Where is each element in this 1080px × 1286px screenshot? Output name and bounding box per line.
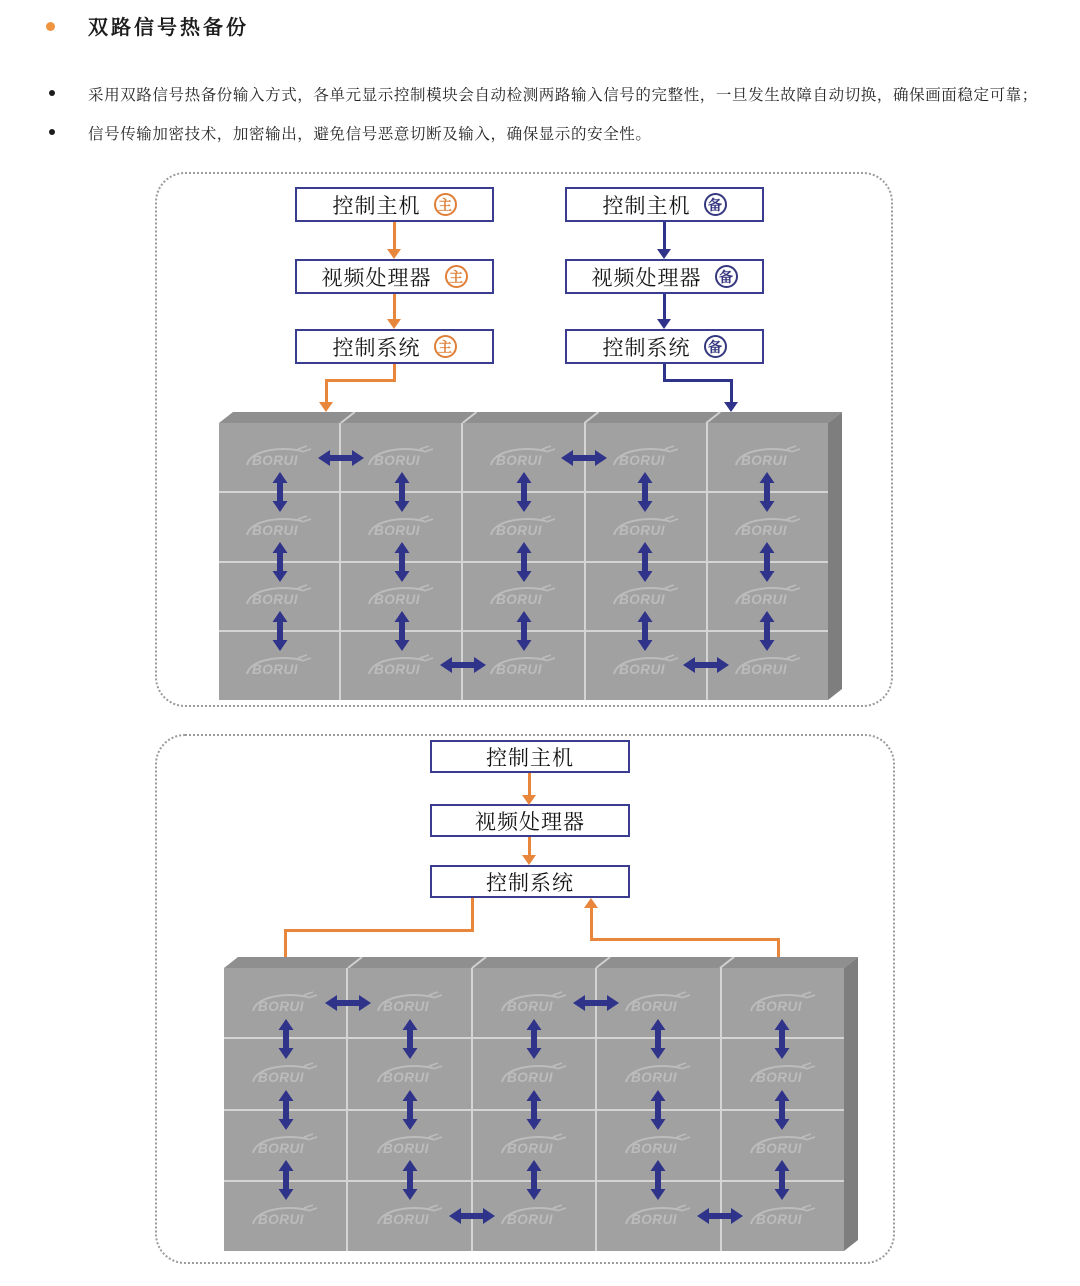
panel-arrow — [774, 1090, 790, 1130]
sync-arrow-horizontal-icon — [561, 450, 607, 466]
arrow-down-icon — [657, 249, 671, 259]
svg-text:BORUI: BORUI — [252, 662, 299, 678]
panel-arrow — [402, 1019, 418, 1059]
connector-line — [663, 379, 733, 382]
panel-arrow — [526, 1090, 542, 1130]
panel-arrow — [272, 542, 288, 582]
box-label: 视频处理器 — [475, 810, 585, 834]
svg-text:BORUI: BORUI — [374, 522, 421, 538]
sync-arrow-vertical-icon — [526, 1019, 542, 1059]
panel-arrow — [759, 542, 775, 582]
borui-watermark — [371, 990, 449, 1016]
panel-arrow — [440, 657, 486, 673]
sync-arrow-horizontal-icon — [697, 1208, 743, 1224]
connector-line — [663, 294, 666, 320]
svg-text:BORUI: BORUI — [631, 1212, 678, 1228]
svg-text:BORUI: BORUI — [506, 1141, 553, 1157]
sync-arrow-vertical-icon — [637, 542, 653, 582]
diagram-2-container — [155, 734, 895, 1264]
connector-line — [284, 929, 474, 932]
connector-line — [590, 938, 780, 941]
list-bullet-icon — [49, 129, 55, 135]
panel-arrow — [402, 1160, 418, 1200]
borui-watermark — [495, 1203, 573, 1229]
panel-arrow — [650, 1160, 666, 1200]
svg-text:BORUI: BORUI — [740, 522, 787, 538]
svg-text:BORUI: BORUI — [506, 1069, 553, 1085]
panel-arrow — [516, 472, 532, 512]
svg-text:BORUI: BORUI — [740, 452, 787, 468]
borui-watermark — [744, 1061, 822, 1087]
box-label: 控制系统 — [602, 336, 691, 360]
connector-line — [393, 222, 396, 250]
borui-watermark — [240, 653, 318, 679]
svg-text:BORUI: BORUI — [618, 662, 665, 678]
video-wall-panel — [224, 957, 858, 1251]
borui-watermark — [362, 653, 440, 679]
sync-arrow-horizontal-icon — [573, 995, 619, 1011]
sync-arrow-vertical-icon — [516, 542, 532, 582]
panel-arrow — [759, 611, 775, 651]
panel-arrow — [449, 1208, 495, 1224]
borui-watermark — [729, 583, 807, 609]
svg-text:BORUI: BORUI — [258, 1212, 305, 1228]
svg-text:BORUI: BORUI — [506, 998, 553, 1014]
borui-watermark — [240, 583, 318, 609]
panel-arrow — [325, 995, 371, 1011]
sync-arrow-vertical-icon — [516, 472, 532, 512]
panel-arrow — [650, 1019, 666, 1059]
arrow-down-icon — [724, 402, 738, 412]
list-bullet-icon — [49, 90, 55, 96]
panel-arrow — [516, 611, 532, 651]
panel-arrow — [697, 1208, 743, 1224]
title-bullet-icon — [46, 22, 55, 31]
backup-badge: 备 — [704, 335, 727, 358]
box-label: 控制主机 — [602, 194, 691, 218]
sync-arrow-vertical-icon — [774, 1160, 790, 1200]
arrow-down-icon — [522, 855, 536, 865]
box-label: 控制系统 — [332, 336, 421, 360]
borui-watermark — [729, 653, 807, 679]
panel-arrow — [637, 611, 653, 651]
sync-arrow-vertical-icon — [650, 1090, 666, 1130]
borui-watermark — [619, 1203, 697, 1229]
panel-arrow — [394, 611, 410, 651]
sync-arrow-vertical-icon — [637, 611, 653, 651]
connector-line — [528, 773, 531, 796]
svg-text:BORUI: BORUI — [631, 998, 678, 1014]
borui-watermark — [619, 990, 697, 1016]
sync-arrow-vertical-icon — [637, 472, 653, 512]
arrow-down-icon — [657, 319, 671, 329]
borui-watermark — [246, 1061, 324, 1087]
borui-watermark — [484, 514, 562, 540]
panel-arrow — [683, 657, 729, 673]
box-label: 控制主机 — [486, 746, 574, 770]
sync-arrow-vertical-icon — [402, 1090, 418, 1130]
primary-badge: 主 — [434, 335, 457, 358]
borui-watermark — [371, 1061, 449, 1087]
svg-text:BORUI: BORUI — [740, 662, 787, 678]
sync-arrow-vertical-icon — [526, 1160, 542, 1200]
sync-arrow-vertical-icon — [272, 611, 288, 651]
sync-arrow-vertical-icon — [516, 611, 532, 651]
sync-arrow-vertical-icon — [402, 1019, 418, 1059]
borui-watermark — [246, 1203, 324, 1229]
borui-watermark — [362, 514, 440, 540]
arrow-down-icon — [387, 249, 401, 259]
svg-text:BORUI: BORUI — [755, 998, 802, 1014]
borui-watermark — [619, 1132, 697, 1158]
borui-watermark — [729, 514, 807, 540]
panel-arrow — [516, 542, 532, 582]
sync-arrow-vertical-icon — [759, 611, 775, 651]
primary-badge: 主 — [434, 193, 457, 216]
panel-arrow — [272, 472, 288, 512]
borui-watermark — [607, 444, 685, 470]
flow-box-control-host-primary — [295, 187, 494, 222]
svg-text:BORUI: BORUI — [755, 1069, 802, 1085]
svg-text:BORUI: BORUI — [382, 998, 429, 1014]
svg-text:BORUI: BORUI — [382, 1141, 429, 1157]
flow-box-control-system-primary — [295, 329, 494, 364]
panel-arrow — [561, 450, 607, 466]
sync-arrow-vertical-icon — [759, 542, 775, 582]
sync-arrow-vertical-icon — [650, 1160, 666, 1200]
connector-line — [471, 898, 474, 932]
borui-watermark — [495, 1061, 573, 1087]
panel-arrow — [637, 472, 653, 512]
panel-arrow — [278, 1160, 294, 1200]
flow-box-video-processor — [430, 804, 630, 837]
display-wall — [219, 423, 828, 700]
borui-watermark — [362, 444, 440, 470]
arrow-down-icon — [319, 402, 333, 412]
borui-watermark — [619, 1061, 697, 1087]
svg-text:BORUI: BORUI — [740, 592, 787, 608]
connector-line — [284, 929, 287, 959]
svg-text:BORUI: BORUI — [252, 452, 299, 468]
svg-text:BORUI: BORUI — [496, 452, 543, 468]
svg-text:BORUI: BORUI — [374, 452, 421, 468]
box-label: 控制主机 — [332, 194, 421, 218]
borui-watermark — [729, 444, 807, 470]
panel-arrow — [394, 542, 410, 582]
borui-watermark — [484, 583, 562, 609]
panel-arrow — [278, 1019, 294, 1059]
borui-watermark — [371, 1132, 449, 1158]
svg-text:BORUI: BORUI — [258, 1069, 305, 1085]
sync-arrow-horizontal-icon — [449, 1208, 495, 1224]
page-title: 双路信号热备份 — [88, 17, 249, 39]
panel-arrow — [402, 1090, 418, 1130]
sync-arrow-horizontal-icon — [683, 657, 729, 673]
svg-text:BORUI: BORUI — [382, 1212, 429, 1228]
panel-arrow — [774, 1160, 790, 1200]
box-label: 视频处理器 — [321, 266, 432, 290]
panel-arrow — [573, 995, 619, 1011]
borui-watermark — [246, 1132, 324, 1158]
svg-text:BORUI: BORUI — [374, 592, 421, 608]
svg-text:BORUI: BORUI — [252, 592, 299, 608]
svg-text:BORUI: BORUI — [252, 522, 299, 538]
borui-watermark — [607, 514, 685, 540]
svg-text:BORUI: BORUI — [618, 452, 665, 468]
sync-arrow-horizontal-icon — [318, 450, 364, 466]
diagram-1-container — [155, 172, 893, 707]
panel-arrow — [272, 611, 288, 651]
borui-watermark — [495, 990, 573, 1016]
svg-text:BORUI: BORUI — [374, 662, 421, 678]
box-label: 控制系统 — [486, 871, 574, 895]
sync-arrow-vertical-icon — [272, 542, 288, 582]
arrow-down-icon — [387, 319, 401, 329]
svg-text:BORUI: BORUI — [631, 1141, 678, 1157]
svg-text:BORUI: BORUI — [618, 592, 665, 608]
svg-text:BORUI: BORUI — [506, 1212, 553, 1228]
panel-arrow — [526, 1019, 542, 1059]
borui-watermark — [371, 1203, 449, 1229]
connector-line — [393, 294, 396, 320]
bullet-text-1: 采用双路信号热备份输入方式，各单元显示控制模块会自动检测两路输入信号的完整性，一旦发生故障自动切换，确保画面稳定可靠； — [88, 87, 1038, 104]
sync-arrow-vertical-icon — [526, 1090, 542, 1130]
box-label: 视频处理器 — [591, 266, 702, 290]
sync-arrow-vertical-icon — [394, 472, 410, 512]
connector-line — [325, 379, 328, 403]
connector-line — [590, 907, 593, 941]
borui-watermark — [484, 653, 562, 679]
connector-line — [730, 379, 733, 403]
panel-arrow — [526, 1160, 542, 1200]
connector-line — [528, 837, 531, 856]
sync-arrow-vertical-icon — [394, 542, 410, 582]
borui-watermark — [744, 1132, 822, 1158]
borui-watermark — [607, 653, 685, 679]
borui-watermark — [744, 990, 822, 1016]
video-wall-panel — [219, 412, 842, 700]
panel-arrow — [318, 450, 364, 466]
sync-arrow-vertical-icon — [774, 1019, 790, 1059]
sync-arrow-vertical-icon — [402, 1160, 418, 1200]
svg-text:BORUI: BORUI — [258, 1141, 305, 1157]
connector-line — [663, 222, 666, 250]
primary-badge: 主 — [445, 265, 468, 288]
svg-text:BORUI: BORUI — [631, 1069, 678, 1085]
svg-text:BORUI: BORUI — [755, 1212, 802, 1228]
connector-line — [325, 379, 396, 382]
borui-watermark — [246, 990, 324, 1016]
borui-watermark — [744, 1203, 822, 1229]
svg-text:BORUI: BORUI — [496, 522, 543, 538]
panel-arrow — [637, 542, 653, 582]
sync-arrow-vertical-icon — [272, 472, 288, 512]
sync-arrow-vertical-icon — [278, 1090, 294, 1130]
sync-arrow-vertical-icon — [774, 1090, 790, 1130]
borui-watermark — [495, 1132, 573, 1158]
panel-arrow — [774, 1019, 790, 1059]
svg-text:BORUI: BORUI — [496, 662, 543, 678]
borui-watermark — [484, 444, 562, 470]
borui-watermark — [362, 583, 440, 609]
svg-text:BORUI: BORUI — [496, 592, 543, 608]
flow-box-control-system-backup — [565, 329, 764, 364]
sync-arrow-vertical-icon — [759, 472, 775, 512]
flow-box-video-processor-primary — [295, 259, 494, 294]
flow-box-control-host-backup — [565, 187, 764, 222]
sync-arrow-horizontal-icon — [440, 657, 486, 673]
flow-box-control-system — [430, 865, 630, 898]
backup-badge: 备 — [715, 265, 738, 288]
svg-text:BORUI: BORUI — [382, 1069, 429, 1085]
borui-watermark — [240, 444, 318, 470]
panel-arrow — [278, 1090, 294, 1130]
flow-box-control-host — [430, 740, 630, 773]
flow-box-video-processor-backup — [565, 259, 764, 294]
svg-text:BORUI: BORUI — [258, 998, 305, 1014]
panel-arrow — [759, 472, 775, 512]
sync-arrow-horizontal-icon — [325, 995, 371, 1011]
sync-arrow-vertical-icon — [394, 611, 410, 651]
arrow-down-icon — [522, 795, 536, 805]
sync-arrow-vertical-icon — [278, 1160, 294, 1200]
display-wall — [224, 968, 844, 1251]
sync-arrow-vertical-icon — [650, 1019, 666, 1059]
svg-text:BORUI: BORUI — [755, 1141, 802, 1157]
bullet-text-2: 信号传输加密技术，加密输出，避免信号恶意切断及输入，确保显示的安全性。 — [88, 126, 652, 143]
panel-arrow — [650, 1090, 666, 1130]
borui-watermark — [240, 514, 318, 540]
sync-arrow-vertical-icon — [278, 1019, 294, 1059]
svg-text:BORUI: BORUI — [618, 522, 665, 538]
backup-badge: 备 — [704, 193, 727, 216]
borui-watermark — [607, 583, 685, 609]
panel-arrow — [394, 472, 410, 512]
